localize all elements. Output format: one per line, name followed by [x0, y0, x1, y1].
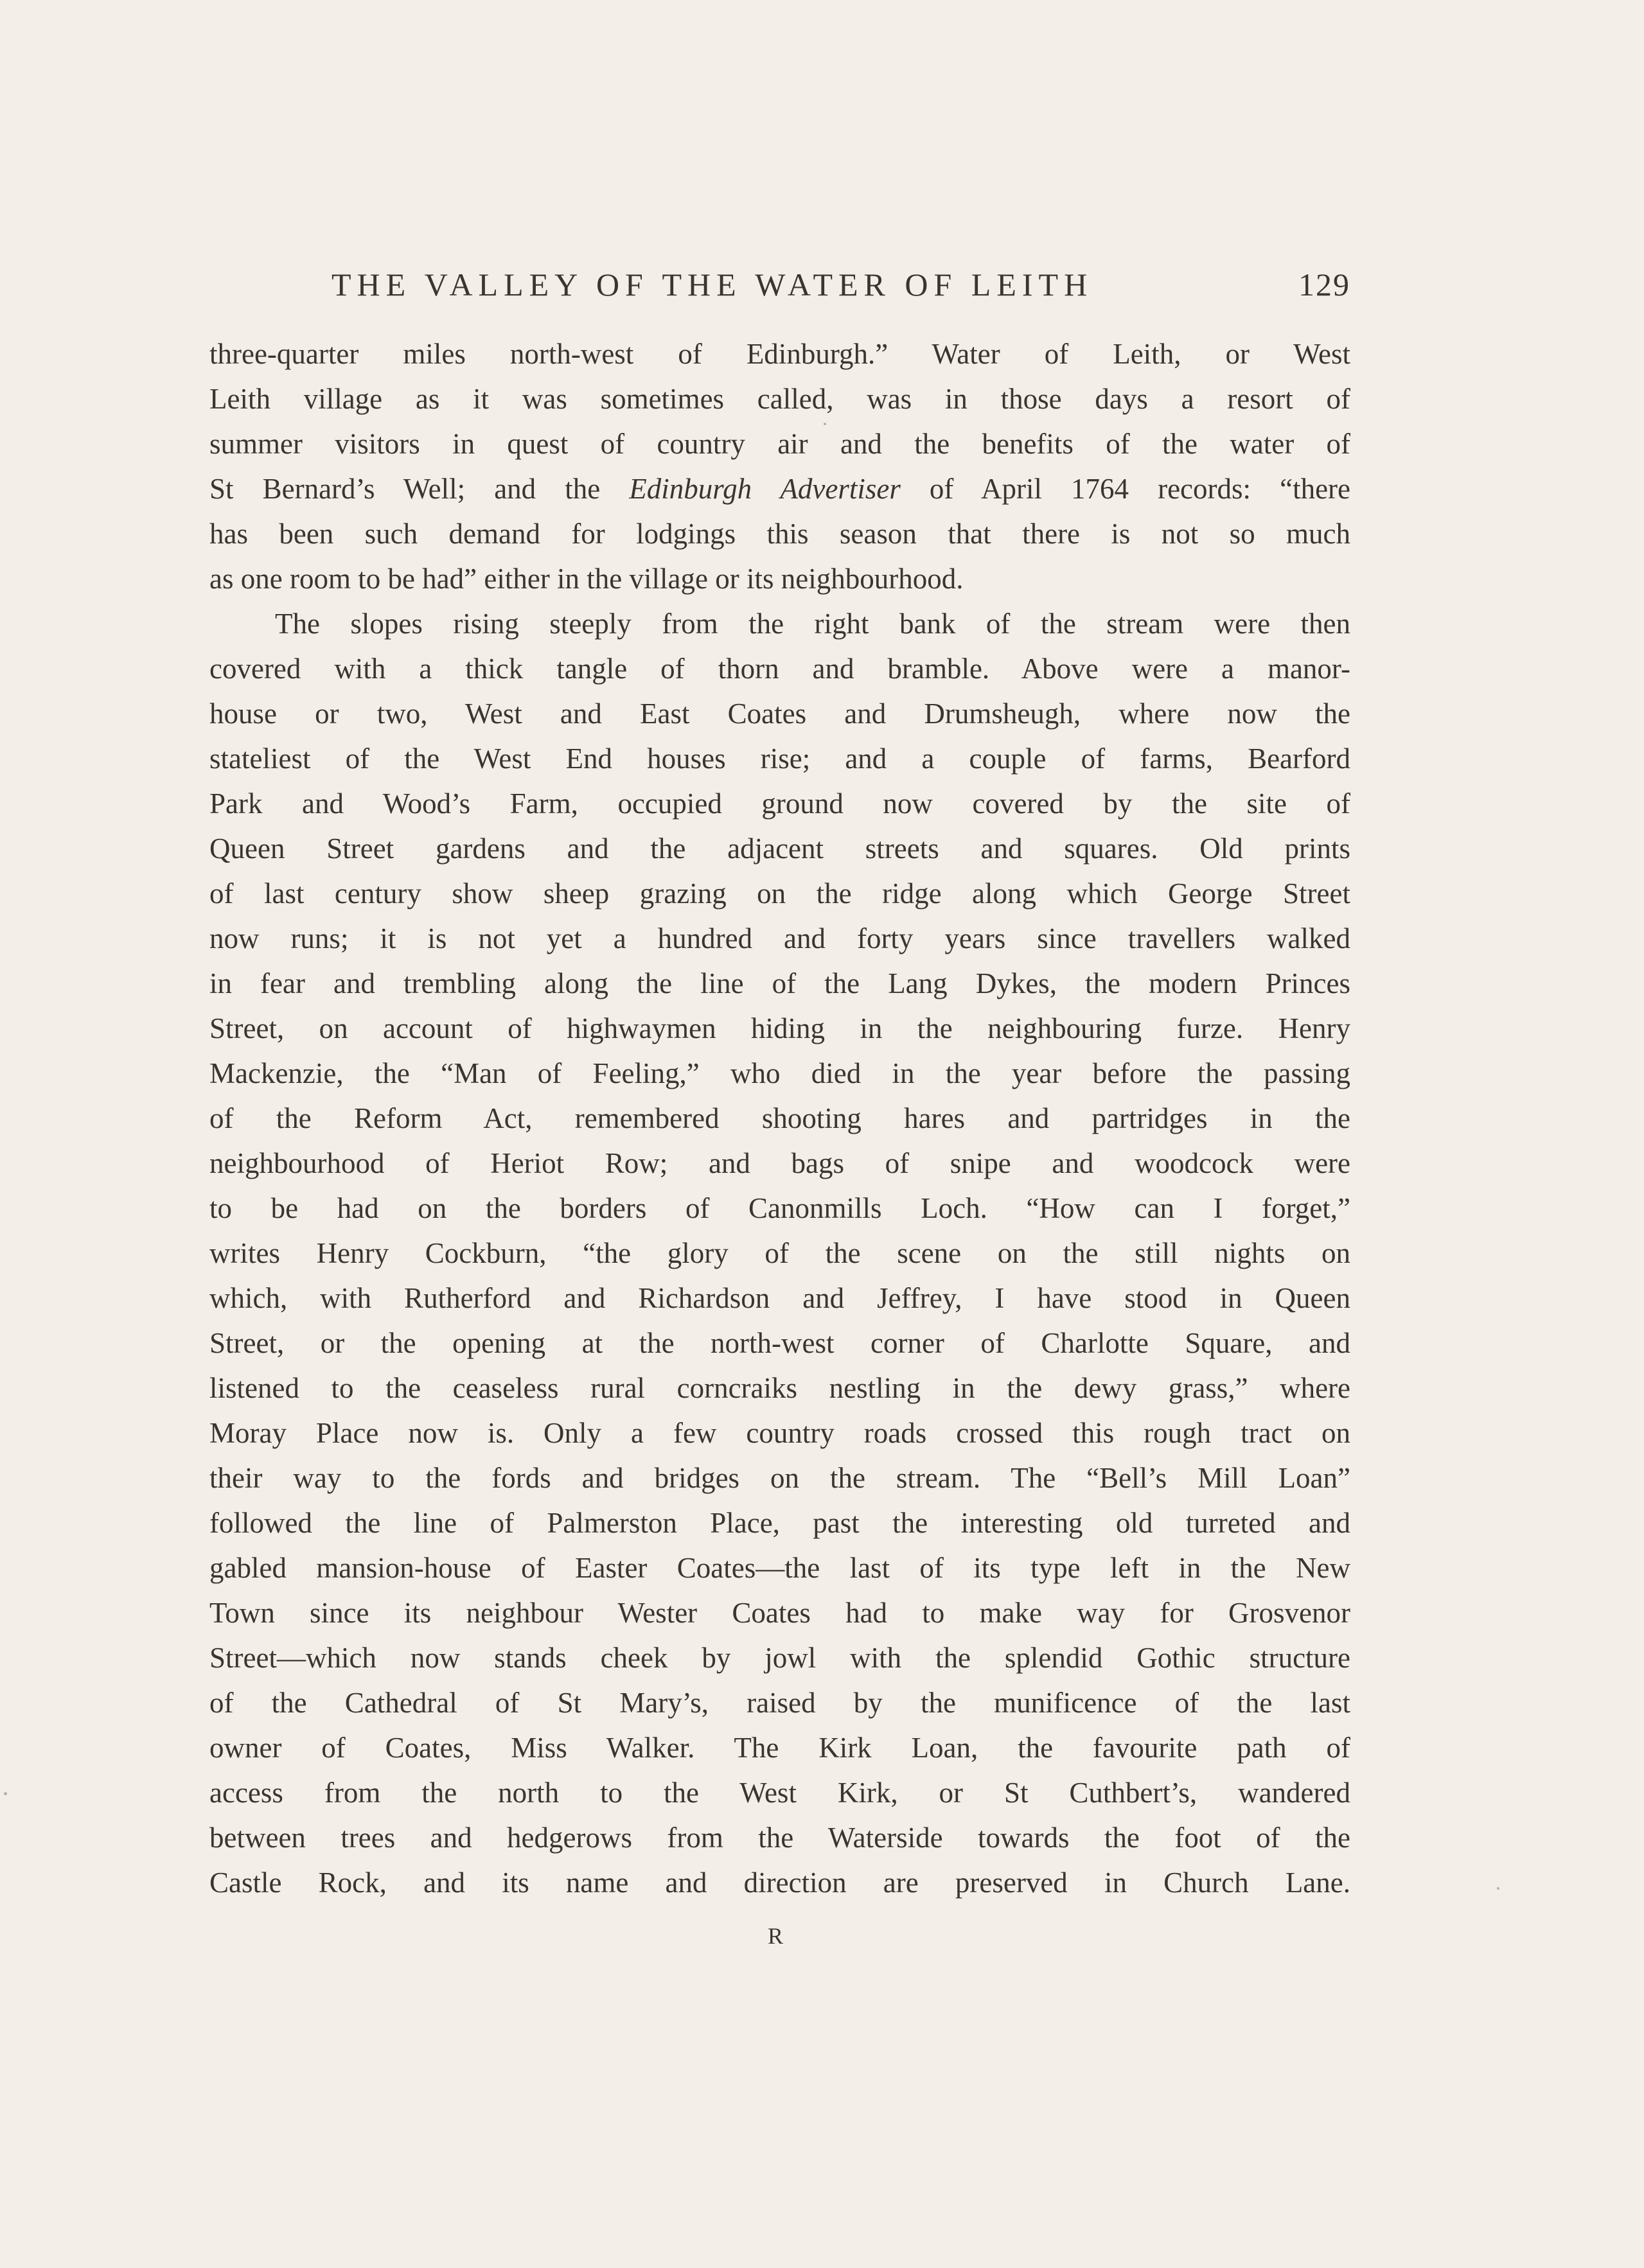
text-line: St Bernard’s Well; and the Edinburgh Advertiser of April 1764 records: “there — [209, 473, 1350, 505]
text-line: Queen Street gardens and the adjacent streets and squares. Old prints — [209, 832, 1350, 865]
page-number: 129 — [1298, 267, 1350, 303]
body-text — [209, 331, 1350, 1905]
newspaper-title: Edinburgh Advertiser — [629, 473, 901, 505]
signature-mark: R — [767, 1923, 784, 1949]
running-head-title: THE VALLEY OF THE WATER OF LEITH — [331, 267, 1093, 303]
text-line: owner of Coates, Miss Walker. The Kirk Loan, the favourite path of — [209, 1732, 1350, 1764]
text-line: writes Henry Cockburn, “the glory of the scene on the still nights on — [209, 1237, 1350, 1269]
text-line: house or two, West and East Coates and Drumsheugh, where now the — [209, 698, 1350, 730]
text-line: which, with Rutherford and Richardson and Jeffrey, I have stood in Queen — [209, 1282, 1350, 1314]
text-line: Mackenzie, the “Man of Feeling,” who died in the year before the passing — [209, 1057, 1350, 1089]
text-line: gabled mansion-house of Easter Coates—the last of its type left in the New — [209, 1552, 1350, 1584]
text-line: Street, or the opening at the north-west corner of Charlotte Square, and — [209, 1327, 1350, 1359]
text-line: neighbourhood of Heriot Row; and bags of snipe and woodcock were — [209, 1147, 1350, 1179]
text-line: has been such demand for lodgings this season that there is not so much — [209, 518, 1350, 550]
text-line: their way to the fords and bridges on the stream. The “Bell’s Mill Loan” — [209, 1462, 1350, 1494]
text-line: of the Reform Act, remembered shooting hares and partridges in the — [209, 1102, 1350, 1134]
text-line: to be had on the borders of Canonmills Loch. “How can I forget,” — [209, 1192, 1350, 1224]
text-line: three-quarter miles north-west of Edinburgh.” Water of Leith, or West — [209, 338, 1350, 370]
text-line: Leith village as it was sometimes called, was in those days a resort of — [209, 383, 1350, 415]
text-line: Park and Wood’s Farm, occupied ground now covered by the site of — [209, 787, 1350, 820]
text-line: summer visitors in quest of country air and the benefits of the water of — [209, 428, 1350, 460]
text-line: Town since its neighbour Wester Coates had to make way for Grosvenor — [209, 1597, 1350, 1629]
text-line: The slopes rising steeply from the right bank of the stream were then — [275, 608, 1350, 640]
text-line: between trees and hedgerows from the Waterside towards the foot of the — [209, 1822, 1350, 1854]
text-line: Street—which now stands cheek by jowl with the splendid Gothic structure — [209, 1642, 1350, 1674]
text-line: in fear and trembling along the line of the Lang Dykes, the modern Princes — [209, 967, 1350, 999]
text-line: as one room to be had” either in the village or its neighbourhood. — [209, 563, 964, 595]
text-line: of the Cathedral of St Mary’s, raised by the munificence of the last — [209, 1687, 1350, 1719]
text-line: listened to the ceaseless rural corncraiks nestling in the dewy grass,” where — [209, 1372, 1350, 1404]
text-line: Castle Rock, and its name and direction are preserved in Church Lane. — [209, 1867, 1350, 1899]
text-line: access from the north to the West Kirk, or St Cuthbert’s, wandered — [209, 1777, 1350, 1809]
text-line: of last century show sheep grazing on the ridge along which George Street — [209, 877, 1350, 910]
text-line: Street, on account of highwaymen hiding in the neighbouring furze. Henry — [209, 1012, 1350, 1044]
text-line: now runs; it is not yet a hundred and forty years since travellers walked — [209, 922, 1350, 954]
running-head — [209, 262, 1350, 307]
text-line: followed the line of Palmerston Place, past the interesting old turreted and — [209, 1507, 1350, 1539]
text-line: stateliest of the West End houses rise; and a couple of farms, Bearford — [209, 743, 1350, 775]
text-line: covered with a thick tangle of thorn and bramble. Above were a manor- — [209, 653, 1350, 685]
text-line: Moray Place now is. Only a few country roads crossed this rough tract on — [209, 1417, 1350, 1449]
